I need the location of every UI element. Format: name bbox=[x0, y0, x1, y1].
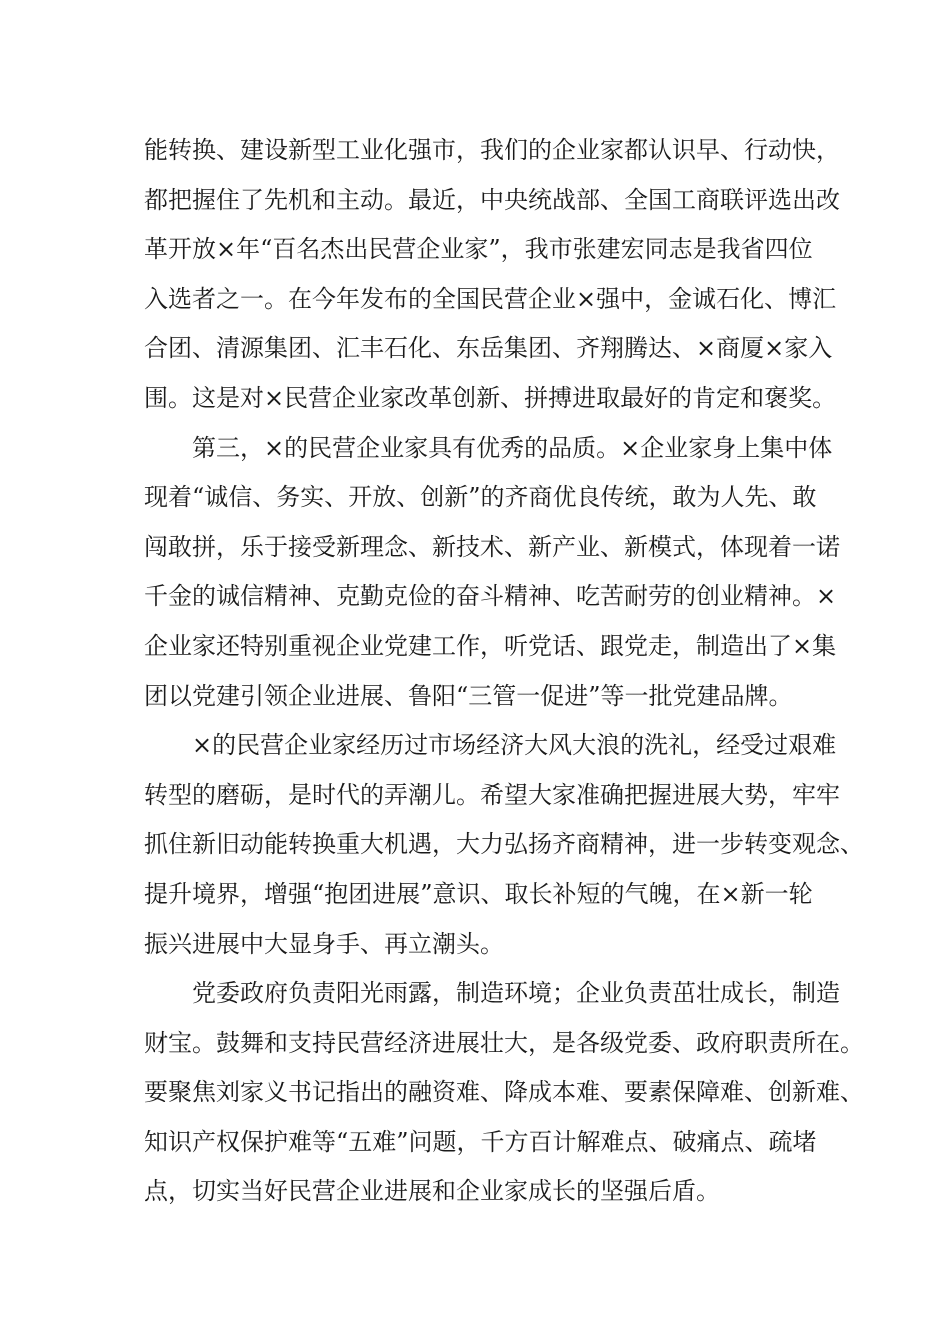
text-line: 现着“诚信、务实、开放、创新”的齐商优良传统，敢为人先、敢 bbox=[144, 483, 817, 512]
text-line: 革开放×年“百名杰出民营企业家”，我市张建宏同志是我省四位 bbox=[144, 235, 813, 264]
text-line: 闯敢拼，乐于接受新理念、新技术、新产业、新模式，体现着一诺 bbox=[144, 532, 840, 561]
text-line: 要聚焦刘家义书记指出的融资难、降成本难、要素保障难、创新难、 bbox=[144, 1078, 864, 1107]
text-line: 振兴进展中大显身手、再立潮头。 bbox=[144, 929, 504, 958]
text-line: 能转换、建设新型工业化强市，我们的企业家都认识早、行动快， bbox=[144, 136, 840, 164]
paragraph-first-line: 党委政府负责阳光雨露，制造环境；企业负责茁壮成长，制造 bbox=[192, 979, 840, 1008]
text-line: 财宝。鼓舞和支持民营经济进展壮大，是各级党委、政府职责所在。 bbox=[144, 1028, 864, 1057]
text-line: 转型的磨砺，是时代的弄潮儿。希望大家准确把握进展大势，牢牢 bbox=[144, 780, 840, 809]
text-line: 都把握住了先机和主动。最近，中央统战部、全国工商联评选出改 bbox=[144, 185, 840, 214]
text-line: 合团、清源集团、汇丰石化、东岳集团、齐翔腾达、×商厦×家入 bbox=[144, 334, 833, 363]
text-line: 围。这是对×民营企业家改革创新、拼搏进取最好的肯定和褒奖。 bbox=[144, 383, 837, 412]
text-line: 抓住新旧动能转换重大机遇，大力弘扬齐商精神，进一步转变观念、 bbox=[144, 830, 864, 859]
paragraph-first-line: 第三，×的民营企业家具有优秀的品质。×企业家身上集中体 bbox=[192, 433, 833, 462]
body-text bbox=[144, 126, 864, 1217]
text-line: 企业家还特别重视企业党建工作，听党话、跟党走，制造出了×集 bbox=[144, 631, 837, 660]
text-line: 提升境界，增强“抱团进展”意识、取长补短的气魄，在×新一轮 bbox=[144, 879, 813, 908]
text-line: 入选者之一。在今年发布的全国民营企业×强中，金诚石化、博汇 bbox=[144, 284, 837, 313]
paragraph-first-line: ×的民营企业家经历过市场经济大风大浪的洗礼，经受过艰难 bbox=[192, 731, 837, 760]
text-line: 千金的诚信精神、克勤克俭的奋斗精神、吃苦耐劳的创业精神。× bbox=[144, 582, 837, 611]
text-line: 点，切实当好民营企业进展和企业家成长的坚强后盾。 bbox=[144, 1177, 720, 1206]
text-line: 知识产权保护难等“五难”问题，千方百计解难点、破痛点、疏堵 bbox=[144, 1127, 817, 1156]
text-line: 团以党建引领企业进展、鲁阳“三管一促进”等一批党建品牌。 bbox=[144, 681, 793, 710]
